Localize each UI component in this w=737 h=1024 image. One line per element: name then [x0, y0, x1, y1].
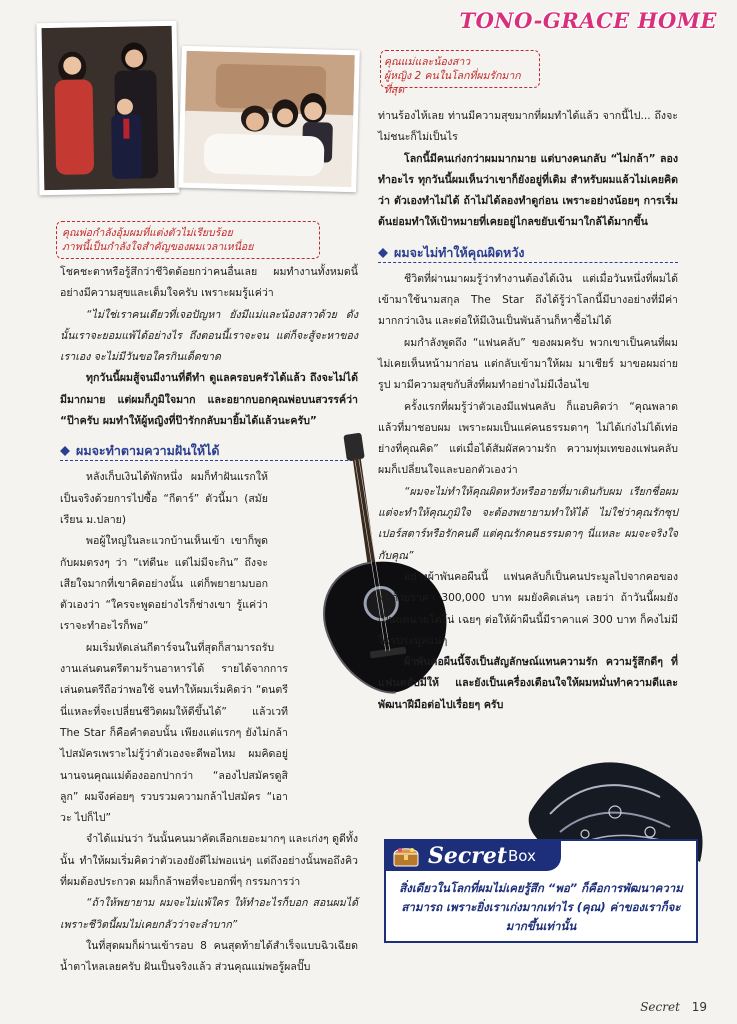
right-paragraph-fans-2: ผมกำลังพูดถึง “แฟนคลับ” ของผมครับ พวกเขาเป็นคนที่ผมไม่เคยเห็นหน้ามาก่อน แต่กลับเข้ามาให้ผม มาเชียร์ มาขอผมถ่ายรูป มามีความสุขกับสิ่งที่ผมทำอย่างไม่มีเงื่อนไข [378, 336, 678, 392]
page-number: 19 [691, 1000, 707, 1014]
right-paragraph-1: ท่านร้องไห้เลย ท่านมีความสุขมากที่ผมทำได้แล้ว จากนี้ไป... ถึงจะไม่ชนะก็ไม่เป็นไร [378, 110, 678, 144]
section-heading-dream: ผมจะทำตามความฝันให้ได้ [60, 442, 358, 461]
left-paragraph-guitar: หลังเก็บเงินได้พักหนึ่ง ผมก็ทำฝันแรกให้เป็นจริงด้วยการไปซื้อ “กีตาร์” ตัวนี้มา (สมัยเรียน ม.ปลาย) [60, 471, 268, 526]
left-paragraph-final: ในที่สุดผมก็ผ่านเข้ารอบ 8 คนสุดท้ายได้สำเร็จแบบฉิวเฉียด น้ำตาไหลเลยครับ ฝันเป็นจริงแล้ว ส่วนคุณแม่พอรู้ผลปั๊บ [60, 939, 358, 974]
page-header-title: TONO-GRACE HOME [459, 8, 717, 33]
right-bold-paragraph: โลกนี้มีคนเก่งกว่าผมมากมาย แต่บางคนกลับ “ไม่กล้า” ลองทำอะไร ทุกวันนี้ผมเห็นว่าเขาก็ยังอยู่ที่เดิม สำหรับผมแล้วไม่เคยคิดว่า ตัวเองทำไม่ได้ ถ้าไม่ได้ลองทำดูก่อน เพราะอย่างน้อยๆ การเริ่มต้นย่อมทำให้เป้าหมายที่เคยอยู่ไกลขยับเข้ามาใกล้ได้มากขึ้น [378, 152, 678, 229]
left-paragraph-1: โชคชะตาหรือรู้สึกว่าชีวิตด้อยกว่าคนอื่นเลย ผมทำงานทั้งหมดนี้อย่างมีความสุขและเต็มใจครับ เพราะผมรู้แค่ว่า [60, 266, 358, 300]
bottom-caption-line-2: ภาพนี้เป็นกำลังใจสำคัญของผมเวลาเหนื่อย [62, 241, 254, 253]
left-paragraph-audition: จำได้แม่นว่า วันนั้นคนมาคัดเลือกเยอะมากๆ และเก่งๆ ดูดีทั้งนั้น ทำให้ผมเริ่มคิดว่าตัวเองยังดีไม่พอแน่ๆ แต่ถึงอย่างนั้นพอถึงคิวที่ผมต้องประกวด ผมก็กล้าพอที่จะบอกพี่ๆ กรรมการว่า [60, 833, 358, 889]
right-paragraph-fans-1: ชีวิตที่ผ่านมาผมรู้ว่าทำงานต้องได้เงิน แต่เมื่อวันหนึ่งที่ผมได้เข้ามาใช้นามสกุล The Star ถึงได้รู้ว่าโลกนี้มีบางอย่างที่มีค่ามากกว่าเงิน และต่อให้มีเงินเป็นพันล้านก็หาซื้อไม่ได้ [378, 272, 678, 328]
left-paragraph-neighbors: พอผู้ใหญ่ในละแวกบ้านเห็นเข้า เขาก็พูดกับผมตรงๆ ว่า “เท่ดีนะ แต่ไม่มีจะกิน” ถึงจะเสียใจมากที่เขาคิดอย่างนั้น แต่ก็พยายามบอกตัวเองว่า “ใครจะพูดอย่างไรก็ช่างเขา รู้แค่ว่าเราจะทำอะไรก็พอ” [60, 535, 268, 633]
family-photo [37, 21, 180, 195]
page-footer [640, 1000, 707, 1014]
section-heading-fans: ผมจะไม่ทำให้คุณผิดหวัง [378, 244, 678, 263]
right-quote: “ผมจะไม่ทำให้คุณผิดหวังหรืออายที่มาเดินกับผม เรียกชื่อผม แต่จะทำให้คุณภูมิใจ จะต้องพยายามทำให้ได้ ไม่ใช่ว่าคุณรักซุปเปอร์สตาร์หรือรักคนดี แต่คุณรักคนธรรมดาๆ นี่แหละ ผมจะจริงใจกับคุณ” [378, 485, 678, 562]
top-caption-line-1: คุณแม่และน้องสาว [384, 56, 471, 68]
secret-box-title: Secret [428, 843, 508, 869]
right-paragraph-scarf: อย่างผ้าพันคอผืนนี้ แฟนคลับก็เป็นคนประมูลไปจากคอของผมด้วยราคา 300,000 บาท ผมยังคิดเล่นๆ เลยว่า ถ้าวันนี้ผมยังเป็นแค่นายโตโน่ เฉยๆ ต่อให้ผ้าผืนนี้มีราคาแค่ 300 บาท ก็คงไม่มีใครประมูลแน่ๆ [378, 570, 678, 647]
secret-box-text: สิ่งเดียวในโลกที่ผมไม่เคยรู้สึก “พอ” ก็คือการพัฒนาความสามารถ เพราะยิ่งเราเก่งมากเท่าไร (คุณ) ค่าของเราก็จะมากขึ้นเท่านั้น [399, 881, 683, 933]
left-paragraph-music: ผมเริ่มหัดเล่นกีตาร์จนในที่สุดก็สามารถรับงานเล่นดนตรีตามร้านอาหารได้ รายได้จากการเล่นดนตรีถือว่าพอใช้ จนทำให้ผมเริ่มคิดว่า “ดนตรีนี่แหละที่จะเปลี่ยนชีวิตผมให้ดีขึ้นได้” แล้วเวที The Star ก็คือคำตอบนั้น เพียงแต่แรกๆ ยังไม่กล้าไปสมัครเพราะไม่รู้ว่าตัวเองจะดีพอไหม ผมคิดอยู่นานจนคุณแม่ต้องออกปากว่า “ลองไปสมัครดูสิลูก” ผมจึงค่อยๆ รวบรวมความกล้าไปสมัคร “เอาวะ ไปก็ไป” [60, 641, 288, 825]
left-bold-paragraph: ทุกวันนี้ผมสู้จนมีงานที่ดีทำ ดูแลครอบครัวได้แล้ว ถึงจะไม่ได้มีมากมาย แต่ผมก็ภูมิใจมาก และอยากบอกคุณพ่อบนสวรรค์ว่า “ป๊าครับ ผมทำให้ผู้หญิงที่ป๊ารักกลับมายิ้มได้แล้วนะครับ” [60, 372, 358, 428]
secret-box [384, 839, 698, 943]
top-photo-caption [384, 55, 534, 97]
secret-box-header [386, 841, 561, 871]
bed-photo [178, 46, 360, 193]
left-quote-2: “ถ้าให้พยายาม ผมจะไม่แพ้ใคร ให้ทำอะไรก็บอก สอนผมได้ เพราะชีวิตนี้ผมไม่เคยกลัวว่าจะลำบาก” [60, 897, 358, 931]
footer-brand: Secret [640, 1000, 680, 1014]
family-photo-illustration [42, 26, 175, 190]
left-quote-1: “ไม่ใช่เราคนเดียวที่เจอปัญหา ยังมีแม่และน้องสาวด้วย ดังนั้นเราจะยอมแพ้ได้อย่างไร ถึงตอนนี้เราจะจน แต่ก็จะสู้จะหาของเราเอง จะไม่มีวันขอใครกินเด็ดขาด [60, 308, 358, 364]
right-article-column [378, 106, 678, 716]
bottom-caption-line-1: คุณพ่อกำลังอุ้มผมที่แต่งตัวไม่เรียบร้อย [62, 227, 233, 239]
bottom-photo-caption [62, 226, 312, 254]
top-caption-line-2: ผู้หญิง 2 คนในโลกที่ผมรักมากที่สุด [384, 70, 521, 96]
secret-box-title-suffix: Box [508, 847, 536, 865]
right-paragraph-fans-3: ครั้งแรกที่ผมรู้ว่าตัวเองมีแฟนคลับ ก็แอบคิดว่า “คุณพลาดแล้วที่มาชอบผม เพราะผมเป็นแค่คนธรรมดาๆ ไม่ได้เก่งไม่ได้เท่อย่างที่คุณคิด” แต่เมื่อได้สัมผัสความรัก ความทุ่มเทของแฟนคลับ ผมก็เปลี่ยนใจและบอกตัวเองว่า [378, 400, 678, 477]
treasure-chest-icon [392, 844, 420, 868]
bed-photo-illustration [183, 51, 354, 187]
right-closing-paragraph: ผ้าพันคอผืนนี้จึงเป็นสัญลักษณ์แทนความรัก ความรู้สึกดีๆ ที่แฟนคลับมีให้ และยังเป็นเครื่องเตือนใจให้ผมหมั่นทำความดีและพัฒนาฝีมือต่อไปเรื่อยๆ ครับ [378, 656, 678, 711]
